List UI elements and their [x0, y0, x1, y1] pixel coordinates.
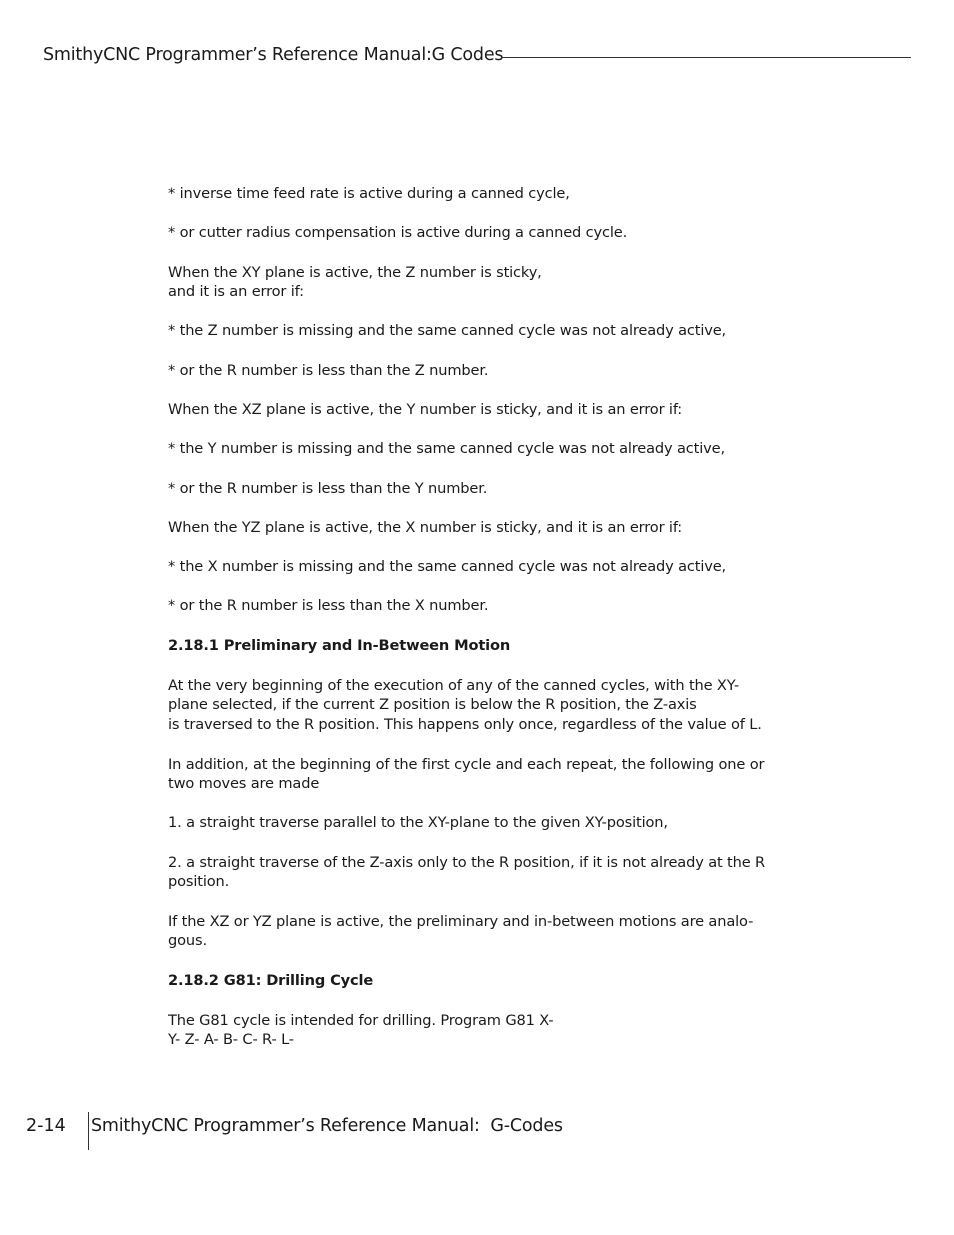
body-line: plane selected, if the current Z position is below the R position, the Z-axis	[168, 696, 697, 713]
body-line: position.	[168, 873, 230, 890]
body-line: In addition, at the beginning of the first cycle and each repeat, the following one or	[168, 756, 765, 773]
body-line: If the XZ or YZ plane is active, the preliminary and in-between motions are analo-	[168, 913, 754, 930]
section-heading: 2.18.2 G81: Drilling Cycle	[168, 972, 374, 989]
body-line: * or the R number is less than the X number.	[168, 597, 489, 614]
body-line: * or the R number is less than the Y number.	[168, 480, 488, 497]
running-header: SmithyCNC Programmer’s Reference Manual:G Codes	[43, 45, 504, 65]
body-line: * or cutter radius compensation is active during a canned cycle.	[168, 224, 628, 241]
body-line: At the very beginning of the execution of any of the canned cycles, with the XY-	[168, 677, 739, 694]
body-line: When the XZ plane is active, the Y number is sticky, and it is an error if:	[168, 401, 683, 418]
body-line: two moves are made	[168, 775, 320, 792]
body-line: When the YZ plane is active, the X number is sticky, and it is an error if:	[168, 519, 683, 536]
body-line: * the X number is missing and the same canned cycle was not already active,	[168, 558, 727, 575]
footer-title: SmithyCNC Programmer’s Reference Manual: G-Codes	[91, 1116, 563, 1136]
body-line: Y- Z- A- B- C- R- L-	[168, 1031, 294, 1048]
body-line: 1. a straight traverse parallel to the XY-plane to the given XY-position,	[168, 814, 668, 831]
body-line: * the Y number is missing and the same canned cycle was not already active,	[168, 440, 725, 457]
body-line: 2. a straight traverse of the Z-axis only to the R position, if it is not already at the R	[168, 854, 766, 871]
header-rule	[501, 57, 911, 58]
body-line: * or the R number is less than the Z number.	[168, 362, 489, 379]
body-line: * inverse time feed rate is active during a canned cycle,	[168, 185, 570, 202]
page-number: 2-14	[26, 1116, 66, 1136]
body-line: When the XY plane is active, the Z number is sticky,	[168, 264, 542, 281]
body-line: is traversed to the R position. This happens only once, regardless of the value of L.	[168, 716, 762, 733]
body-line: gous.	[168, 932, 207, 949]
body-line: and it is an error if:	[168, 283, 304, 300]
body-line: * the Z number is missing and the same canned cycle was not already active,	[168, 322, 727, 339]
footer-rule	[88, 1112, 89, 1150]
body-line: The G81 cycle is intended for drilling. Program G81 X-	[168, 1012, 554, 1029]
section-heading: 2.18.1 Preliminary and In-Between Motion	[168, 637, 511, 654]
